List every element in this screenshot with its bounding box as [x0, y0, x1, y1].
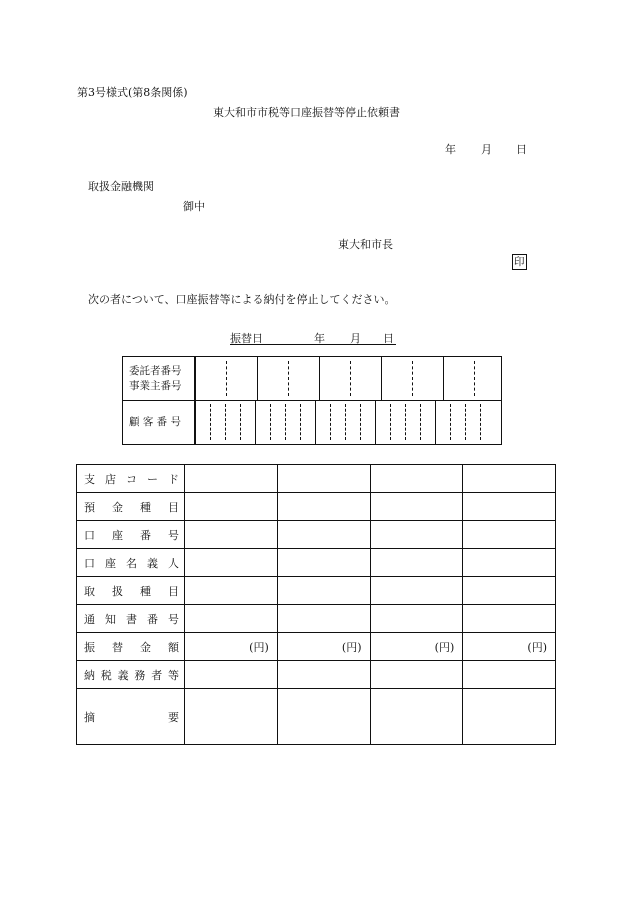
seal-mark: 印 [514, 256, 525, 268]
value-cell [277, 493, 370, 521]
value-cell [277, 549, 370, 577]
value-cell [463, 605, 556, 633]
transfer-date-month: 月 [350, 332, 361, 345]
value-cell [463, 493, 556, 521]
value-cell [463, 521, 556, 549]
consignor-digit-divider [412, 361, 413, 396]
value-cell [370, 549, 463, 577]
value-cell: (円) [277, 633, 370, 661]
row-separator [123, 400, 501, 401]
customer-digit-divider [360, 404, 361, 440]
consignor-digit-divider [381, 357, 382, 400]
customer-digit-divider [405, 404, 406, 440]
date-day: 日 [516, 143, 527, 156]
row-label: 振 替 金 額 [77, 633, 185, 661]
customer-digit-divider [225, 404, 226, 440]
value-cell: (円) [185, 633, 278, 661]
value-cell [370, 661, 463, 689]
row-label: 支 店 コ ー ド [77, 465, 185, 493]
consignor-digit-divider [350, 361, 351, 396]
value-cell [185, 577, 278, 605]
consignor-digit-divider [195, 357, 196, 400]
customer-digit-divider [255, 400, 256, 444]
notice-text: 次の者について、口座振替等による納付を停止してください。 [88, 293, 396, 306]
customer-digit-divider [420, 404, 421, 440]
value-cell [463, 661, 556, 689]
customer-digit-divider [345, 404, 346, 440]
customer-digit-divider [270, 404, 271, 440]
value-cell [185, 493, 278, 521]
transfer-date-day: 日 [383, 332, 394, 345]
row-label: 口 座 番 号 [77, 521, 185, 549]
customer-digit-divider [375, 400, 376, 444]
value-cell [277, 689, 370, 745]
customer-digit-divider [315, 400, 316, 444]
row-label: 預 金 種 目 [77, 493, 185, 521]
table-row [77, 493, 556, 521]
consignor-digit-divider [257, 357, 258, 400]
transfer-date-label: 振替日 [230, 332, 263, 345]
transfer-date-line [230, 330, 396, 345]
number-box [122, 356, 502, 445]
customer-digit-divider [330, 404, 331, 440]
consignor-digit-divider [288, 361, 289, 396]
value-cell [463, 577, 556, 605]
transfer-date-year: 年 [314, 332, 325, 345]
issuer-name: 東大和市長 [338, 238, 393, 251]
table-row [77, 689, 556, 745]
customer-digit-divider [285, 404, 286, 440]
customer-digit-divider [450, 404, 451, 440]
form-number: 第3号様式(第8条関係) [77, 86, 188, 99]
value-cell [463, 689, 556, 745]
row-label: 取 扱 種 目 [77, 577, 185, 605]
addressee-honorific: 御中 [183, 200, 205, 213]
value-cell [463, 549, 556, 577]
customer-digit-divider [465, 404, 466, 440]
row-label: 口 座 名 義 人 [77, 549, 185, 577]
value-cell [370, 605, 463, 633]
consignor-digit-divider [319, 357, 320, 400]
value-cell [185, 465, 278, 493]
date-month: 月 [481, 143, 492, 156]
value-cell [370, 465, 463, 493]
customer-digit-divider [480, 404, 481, 440]
value-cell: (円) [463, 633, 556, 661]
value-cell [277, 521, 370, 549]
row-label: 摘 要 [77, 689, 185, 745]
date-year: 年 [445, 143, 456, 156]
value-cell [277, 577, 370, 605]
value-cell [277, 605, 370, 633]
value-cell [277, 661, 370, 689]
customer-digit-divider [210, 404, 211, 440]
customer-digit-divider [390, 404, 391, 440]
consignor-number-label: 委託者番号 事業主番号 [123, 357, 195, 400]
value-cell [370, 577, 463, 605]
table-row [77, 661, 556, 689]
customer-digit-divider [240, 404, 241, 440]
table-row [77, 521, 556, 549]
table-row [77, 465, 556, 493]
value-cell: (円) [370, 633, 463, 661]
table-row [77, 605, 556, 633]
account-details-table [76, 464, 556, 745]
value-cell [370, 689, 463, 745]
row-label: 納 税 義 務 者 等 [77, 661, 185, 689]
customer-digit-divider [195, 400, 196, 444]
value-cell [185, 521, 278, 549]
consignor-digit-divider [443, 357, 444, 400]
customer-digit-divider [435, 400, 436, 444]
value-cell [185, 549, 278, 577]
table-row [77, 633, 556, 661]
value-cell [185, 661, 278, 689]
table-row [77, 577, 556, 605]
value-cell [463, 465, 556, 493]
customer-number-label: 顧 客 番 号 [123, 400, 195, 444]
table-row [77, 549, 556, 577]
row-label: 通 知 書 番 号 [77, 605, 185, 633]
addressee-institution: 取扱金融機関 [88, 180, 154, 193]
value-cell [277, 465, 370, 493]
customer-digit-divider [300, 404, 301, 440]
consignor-digit-divider [474, 361, 475, 396]
value-cell [370, 521, 463, 549]
value-cell [185, 605, 278, 633]
value-cell [185, 689, 278, 745]
consignor-digit-divider [226, 361, 227, 396]
document-title: 東大和市市税等口座振替等停止依頼書 [213, 106, 400, 119]
value-cell [370, 493, 463, 521]
